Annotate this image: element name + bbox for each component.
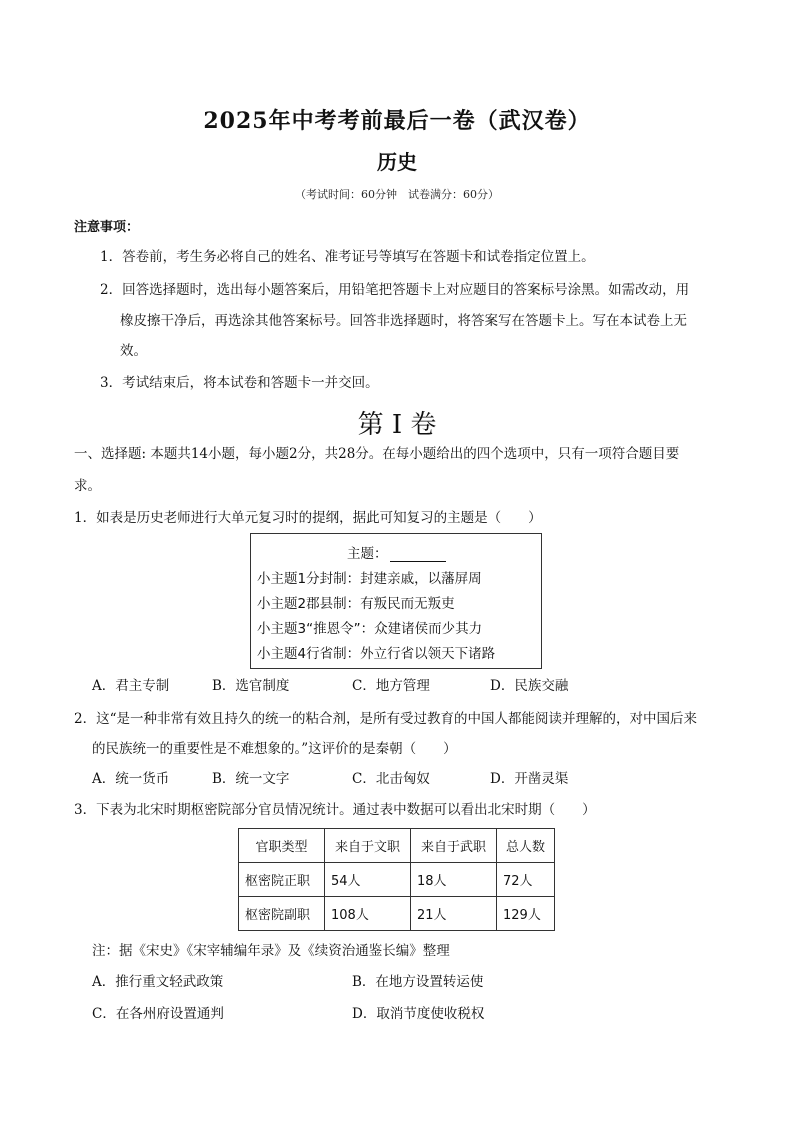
table-cell: 枢密院正职 — [239, 863, 325, 897]
q3-stem: 3．下表为北宋时期枢密院部分官员情况统计。通过表中数据可以看出北宋时期（ ） — [74, 802, 596, 818]
q2-option-d: D．开凿灵渠 — [490, 771, 569, 787]
section-intro-line-1: 一、选择题: 本题共14小题，每小题2分，共28分。在每小题给出的四个选项中，只有一项符合题目要 — [74, 446, 680, 462]
exam-info: （考试时间：60分钟 试卷满分：60分） — [295, 188, 499, 201]
q3-option-a: A．推行重文轻武政策 — [92, 974, 224, 990]
q1-topic-box — [250, 533, 542, 669]
table-cell: 18人 — [411, 863, 497, 897]
q3-option-b: B．在地方设置转运使 — [352, 974, 484, 990]
exam-subject: 历史 — [377, 150, 417, 174]
table-cell: 54人 — [325, 863, 411, 897]
q2-option-b: B．统一文字 — [212, 771, 290, 787]
q3-table-note: 注：据《宋史》《宋宰辅编年录》及《续资治通鉴长编》整理 — [92, 943, 450, 959]
table-header-row — [239, 829, 555, 863]
q2-stem-line-2: 的民族统一的重要性是不难想象的。”这评价的是秦朝（ ） — [92, 741, 457, 757]
q1-topic-row-3: 小主题3“推恩令”：众建诸侯而少其力 — [257, 621, 483, 637]
table-header-cell: 官职类型 — [239, 829, 325, 863]
table-row — [239, 863, 555, 897]
section-intro-line-2: 求。 — [74, 478, 101, 494]
q1-topic-heading — [347, 542, 446, 562]
q1-option-b: B．选官制度 — [212, 678, 290, 694]
q1-option-d: D．民族交融 — [490, 678, 569, 694]
notice-title: 注意事项： — [74, 220, 140, 235]
q3-stats-table — [238, 828, 555, 931]
q3-option-c: C．在各州府设置通判 — [92, 1006, 224, 1022]
section-title: 第 I 卷 — [357, 410, 437, 440]
q3-option-d: D．取消节度使收税权 — [352, 1006, 485, 1022]
notice-item-2-cont: 橡皮擦干净后，再选涂其他答案标号。回答非选择题时，将答案写在答题卡上。写在本试卷上无 — [120, 313, 687, 329]
q1-topic-blank — [390, 547, 446, 562]
table-cell: 129人 — [497, 897, 555, 931]
table-header-cell: 来自于武职 — [411, 829, 497, 863]
q1-topic-row-1: 小主题1分封制：封建亲戚，以藩屏周 — [257, 571, 482, 587]
table-cell: 21人 — [411, 897, 497, 931]
table-cell: 枢密院副职 — [239, 897, 325, 931]
table-cell: 108人 — [325, 897, 411, 931]
q1-topic-row-2: 小主题2郡县制：有叛民而无叛吏 — [257, 596, 455, 612]
table-header-cell: 总人数 — [497, 829, 555, 863]
table-header-cell: 来自于文职 — [325, 829, 411, 863]
exam-title: 2025年中考考前最后一卷（武汉卷） — [203, 108, 591, 134]
notice-item-2-end: 效。 — [120, 343, 147, 359]
table-row — [239, 897, 555, 931]
q1-topic-heading-label: 主题： — [347, 546, 388, 562]
q1-topic-row-4: 小主题4行省制：外立行省以领天下诸路 — [257, 646, 496, 662]
notice-item-3: 3．考试结束后，将本试卷和答题卡一并交回。 — [100, 375, 379, 391]
q2-stem-line-1: 2．这“是一种非常有效且持久的统一的粘合剂，是所有受过教育的中国人都能阅读并理解的，对中国后来 — [74, 711, 697, 727]
q1-option-c: C．地方管理 — [352, 678, 430, 694]
q1-stem: 1．如表是历史老师进行大单元复习时的提纲，据此可知复习的主题是（ ） — [74, 510, 542, 526]
table-cell: 72人 — [497, 863, 555, 897]
q1-option-a: A．君主专制 — [92, 678, 170, 694]
notice-item-1: 1．答卷前，考生务必将自己的姓名、准考证号等填写在答题卡和试卷指定位置上。 — [100, 249, 595, 265]
notice-item-2: 2．回答选择题时，选出每小题答案后，用铅笔把答题卡上对应题目的答案标号涂黑。如需改动，用 — [100, 282, 690, 298]
q2-option-c: C．北击匈奴 — [352, 771, 430, 787]
q2-option-a: A．统一货币 — [92, 771, 170, 787]
